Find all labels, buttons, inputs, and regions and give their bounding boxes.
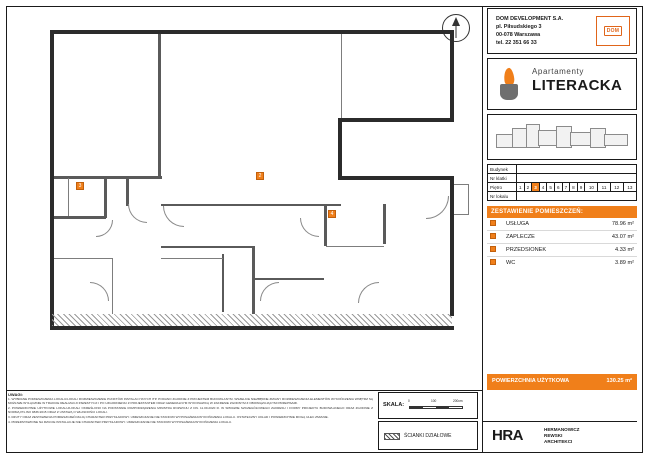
floor-label-unit: Nr lokalu (488, 192, 517, 201)
architect-line2: REWSKI (544, 433, 563, 438)
interior-line-1 (68, 178, 69, 216)
floor-cell-7[interactable]: 7 (562, 183, 570, 192)
floor-cell-11[interactable]: 11 (598, 183, 610, 192)
legend-block (378, 421, 478, 450)
floor-cell-5[interactable]: 5 (547, 183, 555, 192)
room-area-2: 43.07 m² (586, 231, 637, 244)
interior-line-4 (161, 258, 223, 259)
scale-tick-2: 200cm (453, 399, 463, 403)
architect-name (544, 427, 579, 445)
interior-line-3 (112, 258, 113, 314)
flame-icon (498, 68, 522, 102)
room-swatch-4 (487, 257, 503, 270)
room-name-2: ZAPLECZE (503, 231, 586, 244)
floor-plan (8, 8, 478, 383)
door-swing-6 (260, 282, 279, 301)
room-marker-2-label: 2 (258, 173, 262, 179)
wall-partition-corridor (161, 204, 341, 206)
table-row (488, 183, 637, 192)
room-marker-4 (328, 210, 336, 218)
architect-block (482, 421, 637, 450)
note-4: 4. PRZEDSTAWIONE NA RZUCIE INSTALACJE NIE CHARAKTER PRZYKŁADOWY. UMIESZCZANIE NIE STANOWI WYPOSAŻENIA/WYKOŃCZENIA LOKALU. (8, 419, 232, 424)
floor-cell-2[interactable]: 2 (524, 183, 532, 192)
scale-ruler-icon (408, 399, 467, 411)
wall-partition-vertical-1 (158, 34, 161, 179)
developer-name: DOM DEVELOPMENT S.A. (496, 16, 564, 22)
notes-title: UWAGI: (8, 392, 23, 397)
floor-label-building: Budynek (488, 165, 517, 174)
door-swing-5 (358, 282, 379, 303)
interior-line-5 (326, 246, 384, 247)
key-plan-block (487, 114, 637, 160)
brand-block (487, 58, 637, 110)
wall-exterior-west (50, 30, 54, 330)
facade-hatch-band (52, 314, 452, 326)
floor-cell-6[interactable]: 6 (554, 183, 562, 192)
wall-partition-horizontal-3 (254, 278, 324, 280)
room-area-4: 3.89 m² (615, 260, 634, 266)
door-swing-entrance (426, 196, 449, 219)
floor-cell-3[interactable]: 3 (532, 183, 540, 192)
room-swatch-2 (487, 231, 503, 244)
note-2: 2. POWIERZCHNIE UŻYTKOWE LOKALU/LOKALI OKREŚLONO NA PODSTAWIE ROZPORZĄDZENIA MINISTRA ROZWOJU Z DN. 11.09.2020 R. W SPRAWIE SZCZEGÓŁOWEGO ZAKRESU I FORMY PROJEKTU BUDOWLANEGO ORAZ ZGODNIE Z NORMĄ PN-ISO 9836:2015 ORAZ Z USTAWĄ O WŁASNOŚCI LOKALI. (8, 405, 373, 414)
dom-logo-icon (596, 16, 630, 46)
door-swing-7 (90, 282, 109, 301)
window-tick-1 (454, 184, 468, 185)
floor-row-unit-cells[interactable] (517, 192, 637, 201)
floor-label-floor: Piętro (488, 183, 517, 192)
developer-address1: pl. Piłsudskiego 3 (496, 24, 542, 30)
door-swing-4 (300, 218, 319, 237)
developer-phone: tel. 22 351 66 33 (496, 40, 537, 46)
table-row (487, 218, 637, 231)
note-1: 1. WYBRANE POMIESZCZENIA LOKALU/LOKALI ROZMIESZCZENIE PUNKTÓW INSTALACYJNYCH ITP. PODANO ZGODNIE Z PROJEKTEM BUDOWLANYM. WSZELKIE NIEZBĘDNE ZMIANY ROZMIESZCZENIA ELEMENTÓW WYKOŃCZENIA WNĘTRZ SĄ MOŻLIWE WYŁĄCZNIE W TRAKCIE REALIZACJI INWESTYCJI I PO UZGODNIENIU Z PROJEKTANTEM ORAZ GENERALNYM WYKONAWCĄ W ZAKRESIE ZGODNYM Z OBOWIĄZUJĄCYMI PRZEPISAMI. (8, 397, 373, 405)
wall-partition-vertical-6 (252, 246, 255, 314)
developer-address2: 00-078 Warszawa (496, 32, 541, 38)
wall-partition-vertical-4 (324, 204, 327, 246)
table-row (488, 192, 637, 201)
brand-line1: Apartamenty (532, 67, 584, 76)
room-schedule (487, 206, 637, 269)
room-swatch-1 (487, 218, 503, 231)
floor-selector-table[interactable] (487, 164, 637, 201)
room-marker-2 (256, 172, 264, 180)
interior-line-6 (341, 34, 342, 118)
table-row (487, 257, 637, 270)
notes-block (8, 392, 373, 450)
total-area-value: 130.25 m² (606, 378, 632, 384)
wall-exterior-east-upper (450, 30, 454, 122)
wall-step-north (338, 118, 454, 122)
table-row (487, 244, 637, 257)
room-swatch-3 (487, 244, 503, 257)
wall-partition-vertical-5 (383, 204, 386, 244)
bottom-divider (7, 390, 483, 391)
developer-block (487, 8, 637, 54)
floor-cell-9[interactable]: 9 (577, 183, 585, 192)
room-marker-3 (76, 182, 84, 190)
door-swing-3 (96, 220, 113, 237)
window-tick-2 (454, 214, 468, 215)
scale-tick-0: 0 (408, 399, 410, 403)
floor-cell-4[interactable]: 4 (539, 183, 547, 192)
wall-partition-wc (54, 216, 106, 219)
architect-logo: HRA (492, 427, 523, 444)
door-swing-1 (128, 204, 147, 223)
wall-partition-horizontal-2 (161, 246, 253, 248)
table-row (488, 165, 637, 174)
info-panel (487, 8, 637, 269)
wall-partition-vertical-2 (104, 176, 107, 218)
wall-exterior-east-lower (450, 176, 454, 316)
brand-line2: LITERACKA (532, 77, 623, 94)
floor-cell-12[interactable]: 12 (610, 183, 623, 192)
legend-text: ŚCIANKI DZIAŁOWE (404, 433, 452, 439)
key-plan-diagram (496, 122, 628, 154)
room-schedule-header: ZESTAWIENIE POMIESZCZEŃ: (487, 206, 637, 218)
scale-block (378, 392, 478, 419)
table-row (487, 231, 637, 244)
window-tick-3 (468, 184, 469, 215)
wall-partition-vertical-3 (126, 176, 129, 206)
floor-cell-13[interactable]: 13 (623, 183, 636, 192)
room-marker-3-label: 3 (78, 183, 82, 189)
total-area-label: POWIERZCHNIA UŻYTKOWA (492, 378, 570, 384)
floor-row-staircase-cells[interactable] (517, 174, 637, 183)
floor-cell-8[interactable]: 8 (570, 183, 578, 192)
scale-label: SKALA: (383, 402, 405, 408)
dom-logo-label: DOM (604, 26, 623, 36)
wall-partition-north-1 (54, 176, 162, 179)
room-name-4: WC (506, 260, 516, 266)
room-area-1: 78.96 m² (586, 218, 637, 231)
architect-line1: HERMANOWICZ (544, 427, 580, 432)
panel-divider (482, 7, 483, 453)
door-swing-2 (163, 206, 184, 227)
wall-exterior-north (50, 30, 454, 34)
total-area-bar (487, 374, 637, 390)
table-row (488, 174, 637, 183)
room-name-3: PRZEDSIONEK (503, 244, 586, 257)
interior-line-2 (54, 258, 112, 259)
architect-line3: ARCHITEKCI (544, 439, 573, 444)
room-marker-4-label: 4 (330, 211, 334, 217)
hatch-pattern-icon (384, 433, 400, 440)
floor-cell-10[interactable]: 10 (585, 183, 598, 192)
floor-label-staircase: Nr klatki (488, 174, 517, 183)
floor-row-building-cells[interactable] (517, 165, 637, 174)
floor-cell-1[interactable]: 1 (517, 183, 525, 192)
room-name-1: USŁUGA (503, 218, 586, 231)
wall-step-south (338, 176, 454, 180)
wall-exterior-south (50, 326, 454, 330)
wall-step-west (338, 118, 342, 180)
north-arrow-icon (442, 14, 470, 42)
note-3: 3. RZUTY ORAZ ZESTAWIENIA POMIESZCZEŃ MAJĄ CHARAKTER PRZYKŁADOWY. UMIESZCZANIE NIE STANOWI WYPOSAŻENIA/WYKOŃCZENIA LOKALU. OSTATECZNY UKŁAD I POWIERZCHNIE MOGĄ ULEC ZMIANIE. (8, 414, 329, 419)
room-area-3: 4.33 m² (586, 244, 637, 257)
scale-tick-1: 100 (431, 399, 437, 403)
wall-partition-vertical-7 (222, 254, 224, 312)
